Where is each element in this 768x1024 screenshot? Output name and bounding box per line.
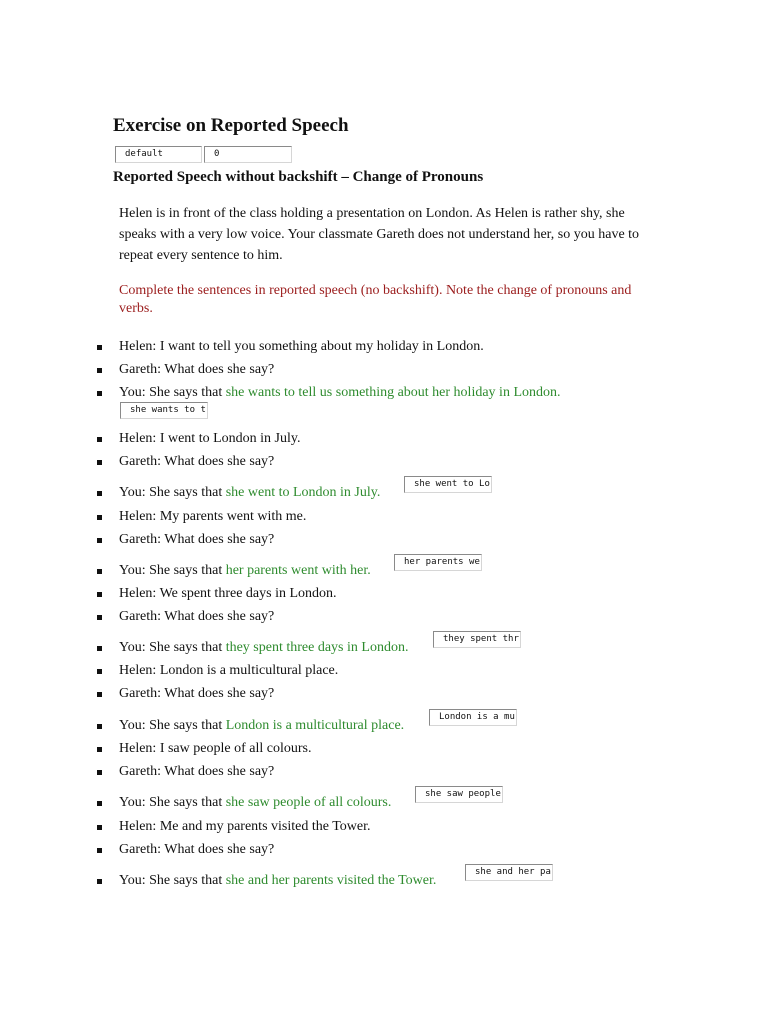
- bullet-icon: [97, 569, 102, 574]
- bullet-icon: [97, 368, 102, 373]
- answer-input[interactable]: she went to Lo: [404, 476, 492, 493]
- bullet-icon: [97, 825, 102, 830]
- you-line: [119, 872, 436, 889]
- you-prefix: You: She says that: [119, 563, 226, 578]
- you-line: [119, 794, 391, 811]
- answer-input[interactable]: London is a mu: [429, 709, 517, 726]
- helen-line: Helen: My parents went with me.: [119, 509, 307, 524]
- bullet-icon: [97, 724, 102, 729]
- score-field[interactable]: 0: [204, 146, 292, 163]
- answer-text: she and her parents visited the Tower.: [225, 873, 437, 888]
- instruction-paragraph: Complete the sentences in reported speech (no backshift). Note the change of pronouns and verbs.: [119, 283, 632, 316]
- bullet-icon: [97, 692, 102, 697]
- bullet-icon: [97, 669, 102, 674]
- bullet-icon: [97, 538, 102, 543]
- answer-text: she went to London in July.: [225, 485, 381, 500]
- section-subtitle: Reported Speech without backshift – Change of Pronouns: [113, 169, 484, 185]
- you-line: [119, 484, 380, 501]
- bullet-icon: [97, 770, 102, 775]
- bullet-icon: [97, 460, 102, 465]
- bullet-icon: [97, 646, 102, 651]
- you-prefix: You: She says that: [119, 385, 226, 400]
- answer-input[interactable]: her parents we: [394, 554, 482, 571]
- helen-line: Helen: I want to tell you something about my holiday in London.: [119, 339, 484, 354]
- gareth-line: Gareth: What does she say?: [119, 686, 275, 701]
- gareth-line: Gareth: What does she say?: [119, 764, 275, 779]
- bullet-icon: [97, 437, 102, 442]
- bullet-icon: [97, 615, 102, 620]
- answer-text: she saw people of all colours.: [225, 795, 392, 810]
- bullet-icon: [97, 801, 102, 806]
- bullet-icon: [97, 345, 102, 350]
- answer-input[interactable]: they spent thr: [433, 631, 521, 648]
- answer-text: London is a multicultural place.: [225, 718, 405, 733]
- gareth-line: Gareth: What does she say?: [119, 362, 275, 377]
- bullet-icon: [97, 747, 102, 752]
- bullet-icon: [97, 391, 102, 396]
- answer-input[interactable]: she saw people: [415, 786, 503, 803]
- answer-text: they spent three days in London.: [225, 640, 409, 655]
- answer-text: her parents went with her.: [225, 563, 371, 578]
- gareth-line: Gareth: What does she say?: [119, 842, 275, 857]
- bullet-icon: [97, 879, 102, 884]
- gareth-line: Gareth: What does she say?: [119, 609, 275, 624]
- you-line: [119, 384, 561, 401]
- helen-line: Helen: Me and my parents visited the Tower.: [119, 819, 371, 834]
- helen-line: Helen: We spent three days in London.: [119, 586, 337, 601]
- answer-input[interactable]: she and her pa: [465, 864, 553, 881]
- page-title: Exercise on Reported Speech: [113, 115, 349, 136]
- you-prefix: You: She says that: [119, 795, 226, 810]
- helen-line: Helen: I saw people of all colours.: [119, 741, 312, 756]
- you-line: [119, 562, 371, 579]
- you-prefix: You: She says that: [119, 485, 226, 500]
- bullet-icon: [97, 848, 102, 853]
- gareth-line: Gareth: What does she say?: [119, 532, 275, 547]
- intro-paragraph: Helen is in front of the class holding a presentation on London. As Helen is rather shy, she speaks with a very low voice. Your classmate Gareth does not understand her, so you have to repeat every sentence to him.: [119, 206, 640, 263]
- gareth-line: Gareth: What does she say?: [119, 454, 275, 469]
- bullet-icon: [97, 592, 102, 597]
- you-line: [119, 717, 404, 734]
- bullet-icon: [97, 491, 102, 496]
- default-field[interactable]: default: [115, 146, 202, 163]
- answer-text: she wants to tell us something about her holiday in London.: [225, 385, 561, 400]
- you-prefix: You: She says that: [119, 640, 226, 655]
- helen-line: Helen: London is a multicultural place.: [119, 663, 339, 678]
- answer-input[interactable]: she wants to t: [120, 402, 208, 419]
- helen-line: Helen: I went to London in July.: [119, 431, 301, 446]
- you-line: [119, 639, 408, 656]
- bullet-icon: [97, 515, 102, 520]
- you-prefix: You: She says that: [119, 873, 226, 888]
- you-prefix: You: She says that: [119, 718, 226, 733]
